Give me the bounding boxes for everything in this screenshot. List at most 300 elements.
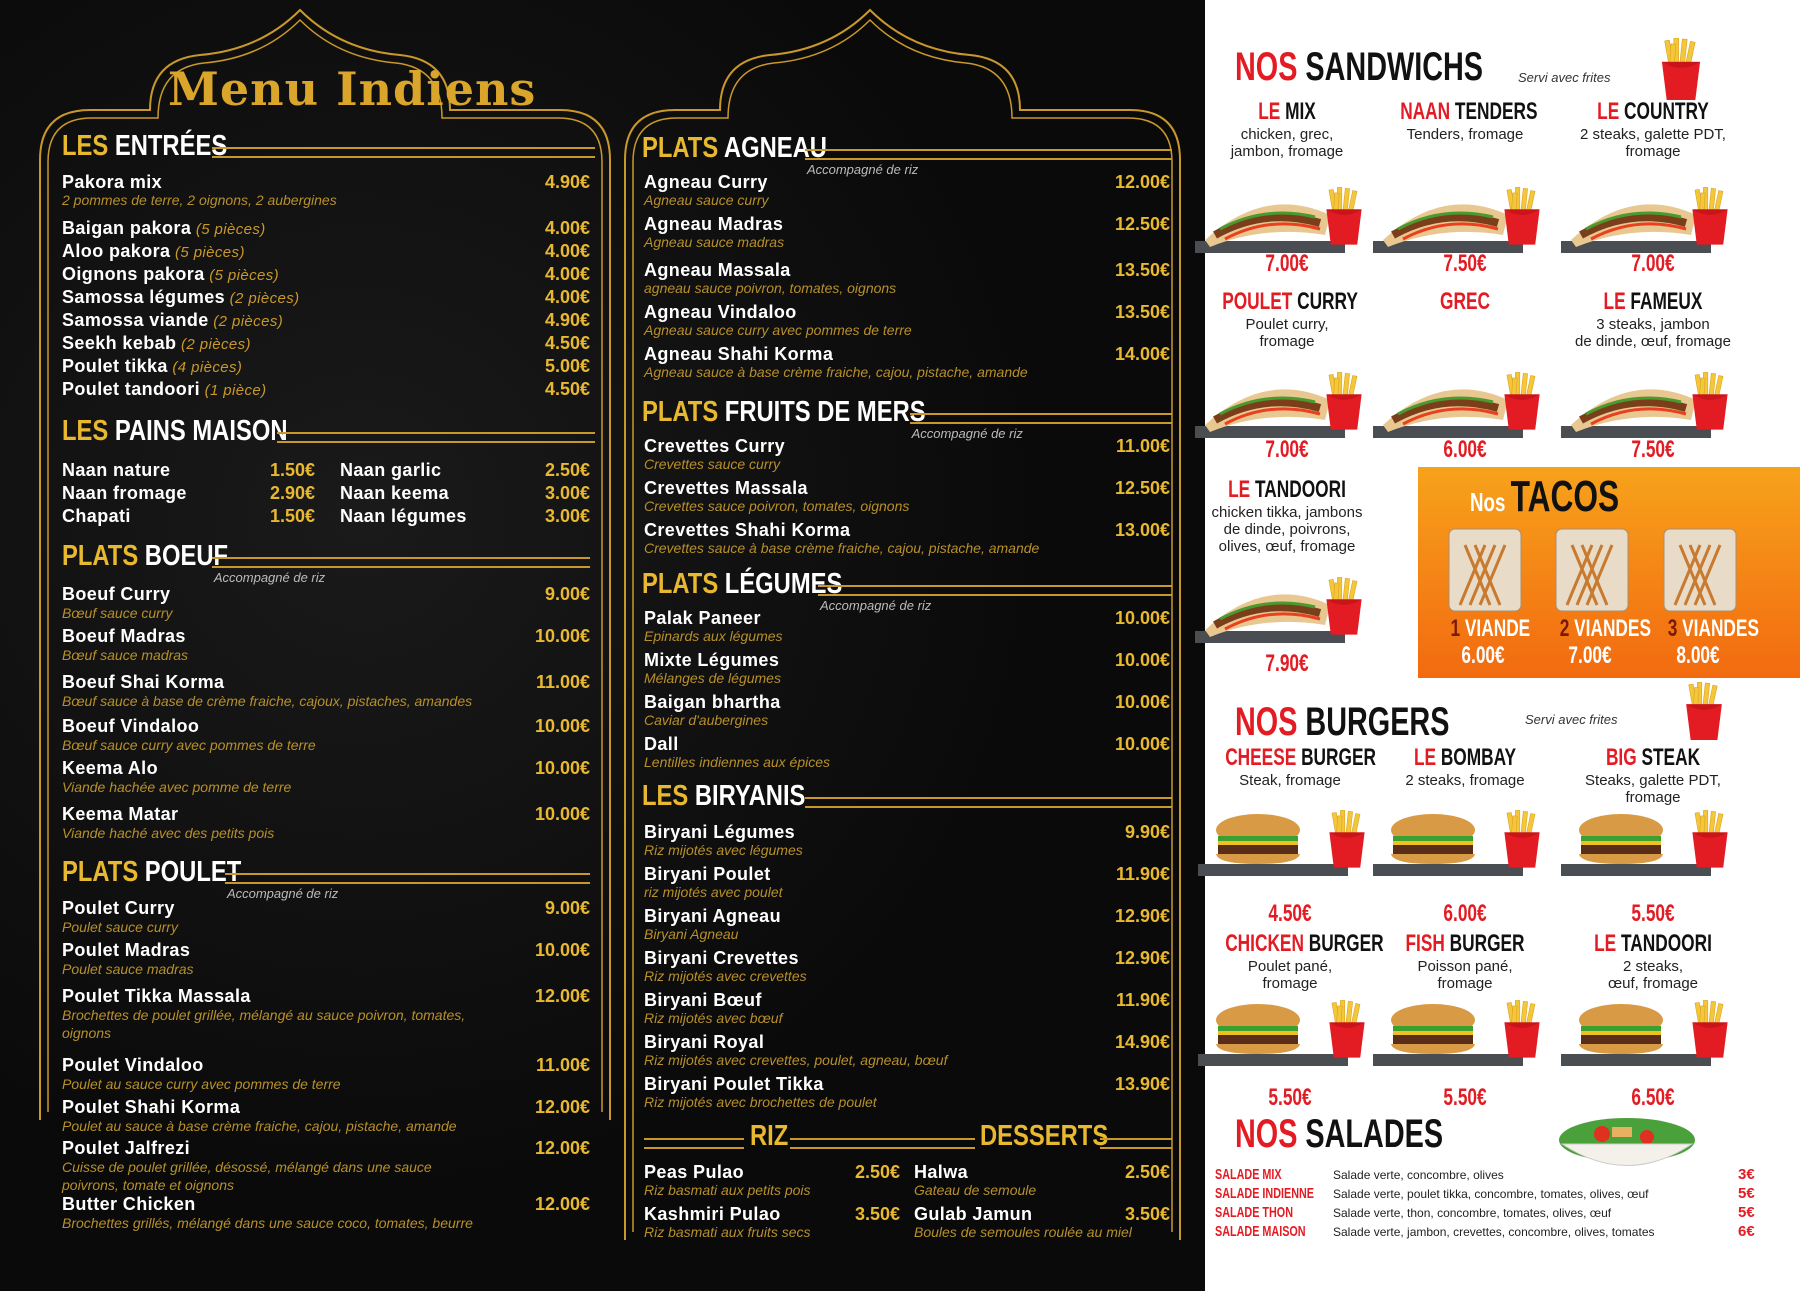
riz-rule-left — [644, 1138, 744, 1149]
salade-price: 5€ — [1738, 1185, 1755, 1202]
agneau-item-name: Agneau Shahi Korma — [644, 344, 834, 364]
entrees-title — [62, 130, 227, 163]
legumes-item-price: 10.00€ — [1114, 650, 1170, 670]
poulet-item-name: Poulet Shahi Korma — [62, 1097, 241, 1117]
mer-item-name: Crevettes Shahi Korma — [644, 520, 851, 540]
riz-item-desc: Riz basmati aux petits pois — [644, 1182, 811, 1198]
burger-chicken-name-prefix: CHICKEN — [1225, 930, 1304, 957]
mer-item-price: 12.50€ — [1114, 478, 1170, 498]
pains-item-price: 3.00€ — [544, 483, 590, 503]
entrees-item-price: 5.00€ — [544, 356, 590, 376]
burger-le-tandoori — [1563, 930, 1743, 992]
sandwich-poulet-curry-name-main: CURRY — [1292, 288, 1358, 315]
entrees-item-note: (2 pièces) — [208, 313, 284, 330]
biryanis-title-main: BIRYANIS — [688, 780, 806, 812]
boeuf-item-desc: Viande haché avec des petits pois — [62, 825, 275, 841]
salade-price: 5€ — [1738, 1204, 1755, 1221]
entrees-item-name: Aloo pakora — [62, 241, 171, 261]
biryanis-item-price: 11.90€ — [1115, 990, 1170, 1010]
legumes-title-prefix: PLATS — [642, 568, 719, 600]
entrees-item-note: (1 pièce) — [200, 382, 267, 399]
biryanis-item-desc: Riz mijotés avec bœuf — [644, 1010, 783, 1026]
sandwich-le-fameux-price: 7.50€ — [1631, 436, 1675, 463]
agneau-title-main: AGNEAU — [718, 132, 827, 164]
agneau-item-desc: agneau sauce poivron, tomates, oignons — [644, 280, 897, 296]
burger-le-tandoori-desc: 2 steaks, — [1622, 958, 1684, 975]
salade-price: 6€ — [1738, 1223, 1755, 1240]
poulet-item-price: 9.00€ — [544, 898, 590, 918]
tacos-image — [1445, 525, 1525, 615]
burger-le-tandoori-desc: œuf, fromage — [1607, 975, 1699, 992]
tacos-label-text: VIANDES — [1682, 615, 1759, 642]
salade-desc: Salade verte, concombre, olives — [1333, 1168, 1504, 1182]
burger-fish-desc: fromage — [1437, 975, 1493, 992]
sandwich-le-tandoori-name-main: TANDOORI — [1250, 476, 1346, 503]
sandwich-le-country — [1563, 98, 1743, 160]
tacos-label — [1450, 615, 1530, 643]
burger-chicken-desc: fromage — [1262, 975, 1318, 992]
salade-name: SALADE MAISON — [1215, 1223, 1306, 1240]
burger-big-steak-desc: Steaks, galette PDT, — [1585, 772, 1721, 789]
mer-title — [642, 396, 926, 429]
boeuf-item-price: 10.00€ — [534, 758, 590, 778]
mer-item-name: Crevettes Massala — [644, 478, 808, 498]
salade-desc: Salade verte, poulet tikka, concombre, tomates, olives, œuf — [1333, 1187, 1649, 1201]
sandwich-poulet-curry-desc: fromage — [1259, 333, 1315, 350]
biryanis-item-price: 12.90€ — [1114, 906, 1170, 926]
desserts-item-name: Halwa — [914, 1162, 969, 1182]
biryanis-rule — [805, 797, 1172, 808]
burgers-served-note: Servi avec frites — [1525, 712, 1618, 727]
entrees-item-note: (5 pièces) — [191, 221, 266, 238]
fries-icon — [1655, 38, 1707, 100]
fries-icon — [1688, 187, 1732, 245]
boeuf-item-name: Keema Alo — [62, 758, 158, 778]
pains-item-name: Naan nature — [62, 460, 171, 480]
entrees-item-desc: 2 pommes de terre, 2 oignons, 2 aubergines — [62, 192, 337, 208]
agneau-item-desc: Agneau sauce à base crème fraiche, cajou, pistache, amande — [644, 364, 1028, 380]
boeuf-item-price: 10.00€ — [534, 804, 590, 824]
salad-bowl-image — [1552, 1112, 1702, 1177]
tacos-heading — [1470, 472, 1619, 522]
burger-big-steak — [1563, 744, 1743, 806]
legumes-item-desc: Mélanges de légumes — [644, 670, 781, 686]
boeuf-item-desc: Bœuf sauce curry — [62, 605, 173, 621]
sandwich-naan-tenders-price: 7.50€ — [1443, 250, 1487, 277]
entrees-item-note: (5 pièces) — [204, 267, 280, 284]
entrees-title-prefix: LES — [62, 130, 109, 162]
tacos-image — [1660, 525, 1740, 615]
menu-title: Menu Indiens — [168, 62, 537, 116]
boeuf-title-main: BOEUF — [138, 540, 229, 572]
poulet-item-desc: Poulet au sauce curry avec pommes de terre — [62, 1076, 341, 1092]
sandwich-le-fameux-name-prefix: LE — [1603, 288, 1626, 315]
legumes-title-main: LÉGUMES — [718, 568, 843, 600]
burger-chicken — [1200, 930, 1384, 992]
entrees-item — [62, 218, 266, 239]
poulet-item-desc: Poulet sauce madras — [62, 961, 194, 977]
agneau-item-name: Agneau Vindaloo — [644, 302, 797, 322]
entrees-item-name: Baigan pakora — [62, 218, 192, 238]
entrees-item-note: (2 pièces) — [225, 290, 300, 307]
fries-icon — [1688, 1000, 1732, 1058]
sandwich-poulet-curry — [1197, 288, 1377, 350]
pains-item-name: Naan garlic — [340, 460, 442, 480]
biryanis-item-price: 9.90€ — [1124, 822, 1170, 842]
desserts-rule — [1100, 1138, 1172, 1149]
entrees-item-price: 4.50€ — [544, 379, 590, 399]
salade-desc: Salade verte, thon, concombre, tomates, olives, œuf — [1333, 1206, 1612, 1220]
riz-rule-right — [790, 1138, 975, 1149]
sandwich-le-tandoori — [1197, 476, 1377, 555]
sandwich-le-tandoori-desc: olives, œuf, fromage — [1218, 538, 1356, 555]
agneau-item-name: Agneau Curry — [644, 172, 768, 192]
pains-item-name: Naan fromage — [62, 483, 187, 503]
poulet-item-name: Poulet Vindaloo — [62, 1055, 204, 1075]
entrees-item-price: 4.00€ — [544, 287, 590, 307]
salades-heading — [1235, 1112, 1443, 1157]
boeuf-item-name: Boeuf Vindaloo — [62, 716, 200, 736]
sandwich-le-fameux-name-main: FAMEUX — [1625, 288, 1703, 315]
burger-big-steak-name — [1588, 744, 1718, 772]
fries-icon — [1325, 1000, 1369, 1058]
agneau-item-name: Agneau Massala — [644, 260, 791, 280]
burger-fish — [1375, 930, 1555, 992]
legumes-accompaniment: Accompagné de riz — [820, 598, 932, 613]
pains-title — [62, 415, 288, 448]
burgers-heading — [1235, 700, 1449, 745]
sandwich-le-mix-name-prefix: LE — [1258, 98, 1281, 125]
biryanis-title — [642, 780, 805, 813]
tacos-count: 3 — [1667, 615, 1683, 642]
burger-bombay-name-main: BOMBAY — [1436, 744, 1517, 771]
mer-item-price: 11.00€ — [1115, 436, 1170, 456]
mer-title-main: FRUITS DE MERS — [718, 396, 926, 428]
biryanis-item-name: Biryani Poulet — [644, 864, 771, 884]
boeuf-rule — [212, 557, 590, 568]
burger-le-tandoori-price: 6.50€ — [1631, 1084, 1675, 1111]
poulet-item-price: 12.00€ — [534, 1138, 590, 1158]
salades-title-main: SALADES — [1297, 1112, 1444, 1156]
legumes-item-price: 10.00€ — [1114, 734, 1170, 754]
fries-icon — [1325, 810, 1369, 868]
legumes-item-name: Dall — [644, 734, 679, 754]
mer-item-price: 13.00€ — [1114, 520, 1170, 540]
entrees-title-main: ENTRÉES — [108, 130, 228, 162]
poulet-item-price: 10.00€ — [534, 940, 590, 960]
burger-chicken-price: 5.50€ — [1268, 1084, 1312, 1111]
burger-fish-name — [1400, 930, 1530, 958]
burger-fish-name-main: BURGER — [1444, 930, 1525, 957]
sandwich-le-country-name-prefix: LE — [1597, 98, 1620, 125]
salade-name: SALADE MIX — [1215, 1166, 1282, 1183]
poulet-item-desc: Brochettes grillés, mélangé dans une sauce coco, tomates, beurre — [62, 1215, 473, 1231]
burger-cheese-name-main: BURGER — [1296, 744, 1376, 771]
pains-rule — [277, 432, 595, 443]
burger-cheese-name-prefix: CHEESE — [1225, 744, 1297, 771]
entrees-item-name: Samossa viande — [62, 310, 209, 330]
pains-item-price: 1.50€ — [269, 506, 315, 526]
boeuf-item-price: 10.00€ — [534, 716, 590, 736]
biryanis-item-name: Biryani Agneau — [644, 906, 781, 926]
boeuf-item-name: Boeuf Shai Korma — [62, 672, 225, 692]
poulet-item-name: Poulet Jalfrezi — [62, 1138, 191, 1158]
sandwich-le-mix — [1197, 98, 1377, 160]
entrees-item-name: Samossa légumes — [62, 287, 226, 307]
agneau-item-price: 12.50€ — [1114, 214, 1170, 234]
burgers-title-prefix: NOS — [1235, 700, 1298, 744]
burger-chicken-name-main: BURGER — [1303, 930, 1384, 957]
poulet-rule — [225, 873, 590, 884]
pains-item-price: 1.50€ — [269, 460, 315, 480]
sandwichs-served-note: Servi avec frites — [1518, 70, 1611, 85]
poulet-title-main: POULET — [138, 856, 242, 888]
legumes-item-desc: Lentilles indiennes aux épices — [644, 754, 831, 770]
desserts-item-price: 3.50€ — [1124, 1204, 1170, 1224]
fries-icon — [1500, 810, 1544, 868]
poulet-item-desc: Poulet sauce curry — [62, 919, 178, 935]
tacos-image — [1552, 525, 1632, 615]
entrees-item-price: 4.00€ — [544, 241, 590, 261]
boeuf-item-price: 11.00€ — [535, 672, 590, 692]
sandwich-le-country-desc: 2 steaks, galette PDT, — [1580, 126, 1726, 143]
fries-icon — [1322, 372, 1366, 430]
sandwich-naan-tenders-name-prefix: NAAN — [1400, 98, 1451, 125]
entrees-item-note: (5 pièces) — [170, 244, 245, 261]
sandwich-le-tandoori-desc: de dinde, poivrons, — [1223, 521, 1351, 538]
sandwich-le-country-name-main: COUNTRY — [1619, 98, 1709, 125]
pains-item-price: 2.90€ — [269, 483, 315, 503]
pains-item-name: Naan keema — [340, 483, 450, 503]
burger-le-tandoori-name-main: TANDOORI — [1616, 930, 1712, 957]
sandwich-naan-tenders-desc: Tenders, fromage — [1406, 126, 1524, 143]
fries-icon — [1680, 682, 1728, 740]
boeuf-item-name: Boeuf Madras — [62, 626, 186, 646]
poulet-accompaniment: Accompagné de riz — [226, 886, 339, 901]
sandwich-grec-price: 6.00€ — [1443, 436, 1487, 463]
burger-bombay-desc: 2 steaks, fromage — [1405, 772, 1525, 789]
biryanis-item-desc: Riz mijotés avec brochettes de poulet — [644, 1094, 877, 1110]
fries-icon — [1322, 187, 1366, 245]
burger-fish-name-prefix: FISH — [1405, 930, 1445, 957]
agneau-item-price: 12.00€ — [1114, 172, 1170, 192]
boeuf-title-prefix: PLATS — [62, 540, 139, 572]
biryanis-item-desc: Biryani Agneau — [644, 926, 739, 942]
sandwich-le-mix-desc: jambon, fromage — [1230, 143, 1344, 160]
sandwich-naan-tenders-name-main: TENDERS — [1450, 98, 1538, 125]
entrees-item-price: 4.90€ — [544, 172, 590, 192]
sandwich-poulet-curry-price: 7.00€ — [1265, 436, 1309, 463]
riz-item-price: 2.50€ — [854, 1162, 900, 1182]
legumes-item-name: Palak Paneer — [644, 608, 761, 628]
boeuf-item-desc: Viande hachée avec pomme de terre — [62, 779, 292, 795]
legumes-title — [642, 568, 842, 601]
poulet-item-desc: Brochettes de poulet grillée, mélangé au sauce poivron, tomates, — [62, 1007, 466, 1023]
legumes-item-desc: Caviar d'aubergines — [644, 712, 769, 728]
burger-fish-desc: Poisson pané, — [1417, 958, 1513, 975]
entrees-item-note: (2 pièces) — [176, 336, 251, 353]
desserts-title-main: DESSERTS — [980, 1120, 1109, 1152]
sandwich-grec-name-prefix: GREC — [1440, 288, 1490, 315]
fries-icon — [1688, 810, 1732, 868]
sandwich-le-tandoori-name — [1222, 476, 1352, 504]
tacos-price: 6.00€ — [1461, 642, 1505, 669]
entrees-rule — [212, 147, 595, 158]
poulet-item-price: 11.00€ — [535, 1055, 590, 1075]
poulet-item-desc: oignons — [62, 1025, 112, 1041]
tacos-price: 8.00€ — [1676, 642, 1720, 669]
agneau-accompaniment: Accompagné de riz — [806, 162, 919, 177]
sandwich-le-mix-name — [1222, 98, 1352, 126]
agneau-title-prefix: PLATS — [642, 132, 719, 164]
poulet-title — [62, 856, 241, 889]
poulet-item-price: 12.00€ — [534, 986, 590, 1006]
boeuf-item-desc: Bœuf sauce curry avec pommes de terre — [62, 737, 316, 753]
sandwich-poulet-curry-desc: Poulet curry, — [1245, 316, 1329, 333]
burgers-title-main: BURGERS — [1297, 700, 1450, 744]
sandwichs-title-prefix: NOS — [1235, 45, 1298, 89]
legumes-item-name: Mixte Légumes — [644, 650, 780, 670]
sandwich-le-tandoori-price: 7.90€ — [1265, 650, 1309, 677]
salade-name: SALADE THON — [1215, 1204, 1294, 1221]
desserts-item-price: 2.50€ — [1124, 1162, 1170, 1182]
sandwich-le-fameux-name — [1588, 288, 1718, 316]
sandwich-grec-name — [1400, 288, 1530, 316]
mer-item-name: Crevettes Curry — [644, 436, 786, 456]
riz-title-main: RIZ — [750, 1120, 789, 1152]
riz-title — [750, 1120, 788, 1153]
poulet-item-desc: poivrons, tomate et oignons — [62, 1177, 234, 1193]
poulet-item-name: Butter Chicken — [62, 1194, 196, 1214]
biryanis-title-prefix: LES — [642, 780, 689, 812]
fries-icon — [1500, 1000, 1544, 1058]
agneau-item-desc: Agneau sauce curry — [644, 192, 769, 208]
entrees-item — [62, 241, 245, 262]
legumes-item-name: Baigan bhartha — [644, 692, 781, 712]
entrees-item — [62, 264, 279, 285]
riz-item-price: 3.50€ — [854, 1204, 900, 1224]
tacos-count: 2 — [1559, 615, 1575, 642]
tacos-label — [1668, 615, 1759, 643]
poulet-item-name: Poulet Curry — [62, 898, 175, 918]
entrees-item — [62, 379, 267, 400]
sandwich-le-fameux — [1563, 288, 1743, 350]
desserts-title — [980, 1120, 1108, 1153]
biryanis-item-name: Biryani Légumes — [644, 822, 796, 842]
biryanis-item-desc: riz mijotés avec poulet — [644, 884, 783, 900]
burger-cheese-price: 4.50€ — [1268, 900, 1312, 927]
sandwich-naan-tenders-name — [1400, 98, 1538, 126]
boeuf-item-name: Keema Matar — [62, 804, 179, 824]
salade-desc: Salade verte, jambon, crevettes, concombre, olives, tomates — [1333, 1225, 1655, 1239]
sandwich-le-mix-price: 7.00€ — [1265, 250, 1309, 277]
mer-item-desc: Crevettes sauce curry — [644, 456, 781, 472]
fries-icon — [1500, 372, 1544, 430]
pains-item-name: Naan légumes — [340, 506, 467, 526]
agneau-rule — [805, 149, 1172, 160]
tacos-price: 7.00€ — [1568, 642, 1612, 669]
sandwich-le-tandoori-name-prefix: LE — [1228, 476, 1251, 503]
poulet-item-desc: Cuisse de poulet grillée, désossé, mélangé dans une sauce — [62, 1159, 432, 1175]
burger-chicken-desc: Poulet pané, — [1247, 958, 1333, 975]
boeuf-item-price: 9.00€ — [544, 584, 590, 604]
legumes-item-desc: Epinards aux légumes — [644, 628, 783, 644]
salade-name: SALADE INDIENNE — [1215, 1185, 1315, 1202]
sandwich-le-mix-desc: chicken, grec, — [1240, 126, 1334, 143]
biryanis-item-name: Biryani Crevettes — [644, 948, 799, 968]
entrees-item-price: 4.00€ — [544, 264, 590, 284]
fries-icon — [1322, 577, 1366, 635]
fries-icon — [1500, 187, 1544, 245]
legumes-item-price: 10.00€ — [1114, 692, 1170, 712]
sandwich-le-country-desc: fromage — [1625, 143, 1681, 160]
entrees-item — [62, 287, 300, 308]
poulet-item-name: Poulet Tikka Massala — [62, 986, 251, 1006]
poulet-title-prefix: PLATS — [62, 856, 139, 888]
poulet-item-price: 12.00€ — [534, 1097, 590, 1117]
burger-cheese — [1200, 744, 1380, 789]
poulet-item-desc: Poulet au sauce à base crème fraiche, cajou, pistache, amande — [62, 1118, 457, 1134]
mer-item-desc: Crevettes sauce à base crème fraiche, cajou, pistache, amande — [644, 540, 1040, 556]
sandwichs-heading — [1235, 45, 1483, 90]
legumes-rule — [818, 585, 1172, 596]
entrees-item — [62, 310, 283, 331]
riz-item-name: Kashmiri Pulao — [644, 1204, 781, 1224]
boeuf-title — [62, 540, 228, 573]
biryanis-item-desc: Riz mijotés avec légumes — [644, 842, 803, 858]
pains-title-prefix: LES — [62, 415, 109, 447]
burger-bombay-name — [1400, 744, 1530, 772]
boeuf-item-desc: Bœuf sauce à base de crème fraiche, cajoux, pistaches, amandes — [62, 693, 473, 709]
boeuf-accompaniment: Accompagné de riz — [213, 570, 326, 585]
tacos-count: 1 — [1450, 615, 1465, 642]
entrees-item-name: Pakora mix — [62, 172, 163, 192]
tacos-label — [1560, 615, 1651, 643]
burger-bombay-price: 6.00€ — [1443, 900, 1487, 927]
mer-title-prefix: PLATS — [642, 396, 719, 428]
entrees-item — [62, 333, 251, 354]
fries-icon — [1688, 372, 1732, 430]
boeuf-item-desc: Bœuf sauce madras — [62, 647, 189, 663]
desserts-item-desc: Boules de semoules roulée au miel — [914, 1224, 1132, 1240]
sandwich-poulet-curry-name-prefix: POULET — [1222, 288, 1293, 315]
burger-chicken-name — [1225, 930, 1384, 958]
entrees-item-price: 4.90€ — [544, 310, 590, 330]
burger-big-steak-name-main: STEAK — [1636, 744, 1701, 771]
desserts-item-name: Gulab Jamun — [914, 1204, 1033, 1224]
entrees-item-name: Poulet tikka — [62, 356, 168, 376]
mer-rule — [910, 413, 1172, 424]
mer-accompaniment: Accompagné de riz — [911, 426, 1023, 441]
burger-le-tandoori-name-prefix: LE — [1594, 930, 1617, 957]
tacos-label-text: VIANDE — [1464, 615, 1531, 642]
biryanis-item-name: Biryani Bœuf — [644, 990, 762, 1010]
biryanis-item-name: Biryani Royal — [644, 1032, 765, 1052]
burger-le-tandoori-name — [1588, 930, 1718, 958]
entrees-item — [62, 172, 162, 193]
burger-cheese-desc: Steak, fromage — [1239, 772, 1341, 789]
burger-big-steak-price: 5.50€ — [1631, 900, 1675, 927]
riz-item-name: Peas Pulao — [644, 1162, 745, 1182]
sandwich-grec — [1375, 288, 1555, 316]
agneau-item-price: 13.50€ — [1114, 302, 1170, 322]
entrees-item-price: 4.50€ — [544, 333, 590, 353]
entrees-item-note: (4 pièces) — [167, 359, 243, 376]
sandwich-naan-tenders — [1375, 98, 1555, 143]
agneau-item-price: 13.50€ — [1114, 260, 1170, 280]
biryanis-item-price: 13.90€ — [1114, 1074, 1170, 1094]
sandwich-le-country-price: 7.00€ — [1631, 250, 1675, 277]
